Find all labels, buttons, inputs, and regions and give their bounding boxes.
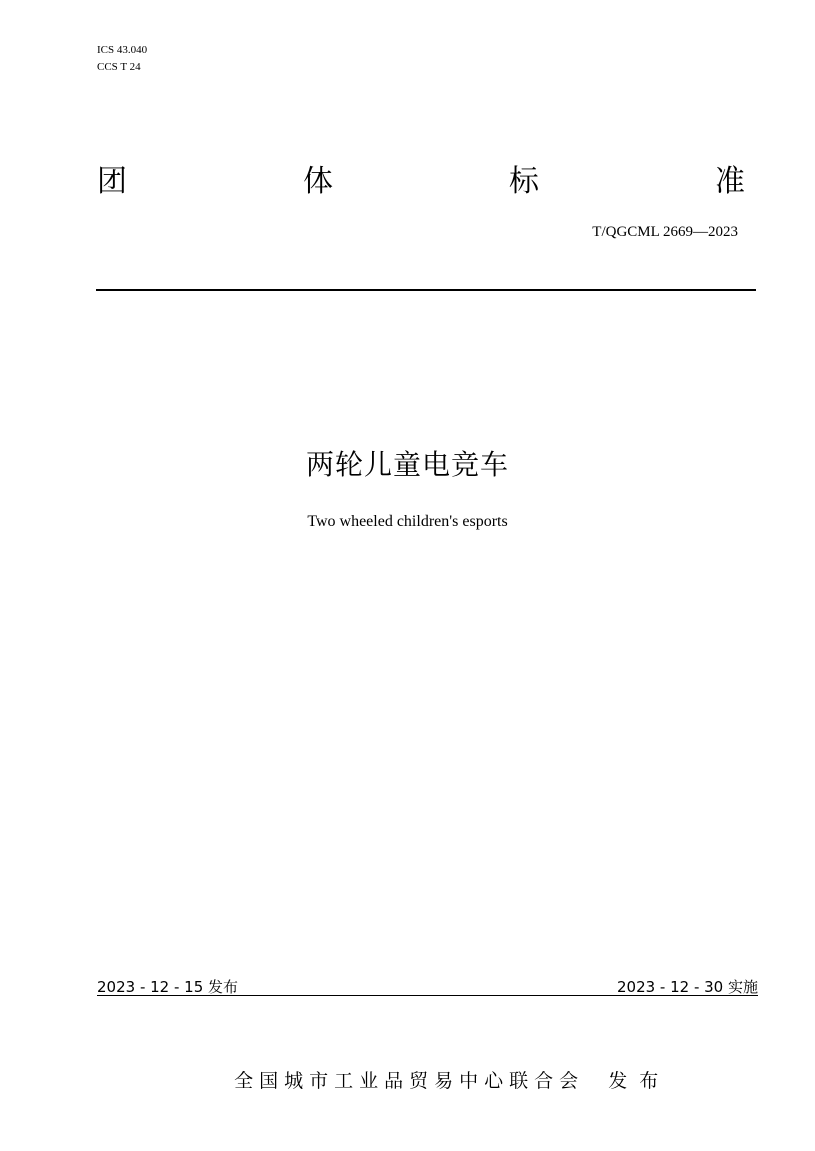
- title-english: Two wheeled children's esports: [307, 513, 508, 530]
- header-divider: [96, 289, 756, 291]
- document-type-char: 团: [97, 164, 127, 199]
- implementation-date: 2023 - 12 - 30 实施: [616, 978, 758, 996]
- ics-code: ICS 43.040: [97, 44, 148, 56]
- document-type-char: 标: [509, 164, 539, 199]
- document-type-char: 准: [715, 164, 745, 199]
- document-type-heading: [97, 158, 745, 198]
- title-chinese: 两轮儿童电竞车: [305, 448, 509, 481]
- release-date: 2023 - 12 - 15 发布: [97, 978, 239, 996]
- standard-number: T/QGCML 2669—2023: [592, 224, 738, 240]
- publisher-verb: 发布: [608, 1070, 671, 1092]
- classification-codes: [97, 42, 147, 76]
- date-row: [97, 975, 758, 997]
- document-type-char: 体: [303, 164, 333, 199]
- publisher-name: 全国城市工业品贸易中心联合会: [234, 1070, 585, 1092]
- publisher-line: [186, 1044, 670, 1115]
- footer-divider: [97, 995, 758, 996]
- ccs-code: CCS T 24: [97, 61, 141, 73]
